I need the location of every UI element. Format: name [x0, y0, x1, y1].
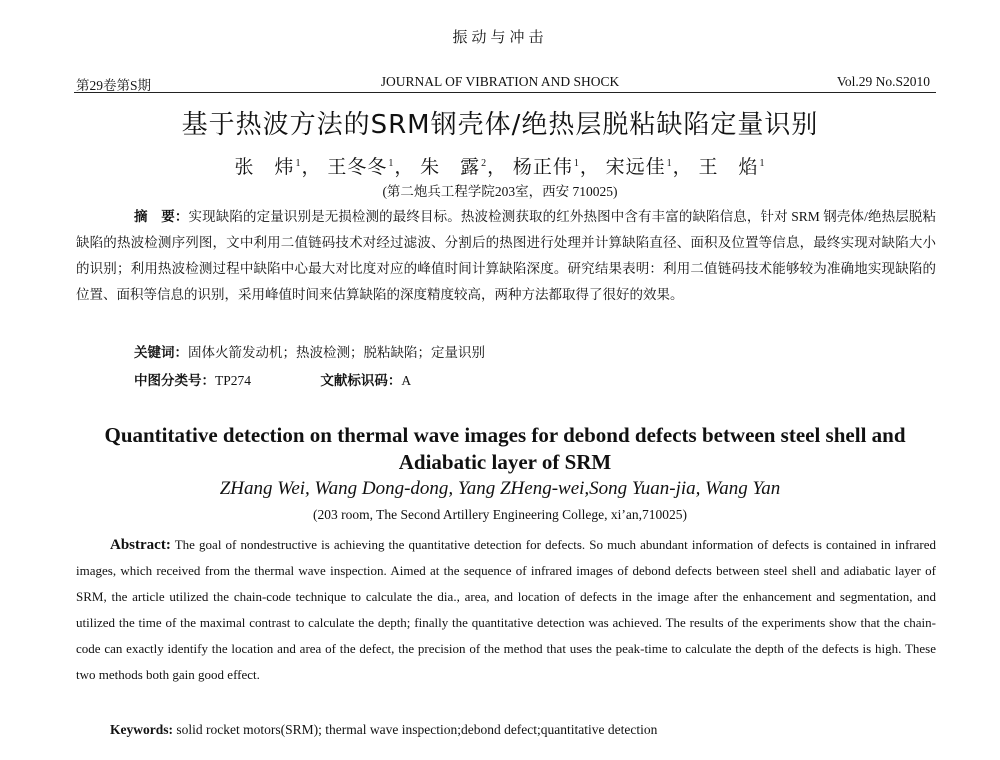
- classification-line: [134, 369, 411, 389]
- keywords-label-en: Keywords:: [110, 722, 173, 737]
- abstract-en: [76, 532, 936, 688]
- author-cn: 杨正伟$^1$: [512, 157, 580, 178]
- paper-title-cn: 基于热波方法的SRM钢壳体/绝热层脱粘缺陷定量识别: [181, 110, 819, 140]
- abstract-text-en: The goal of nondestructive is achieving the quantitative detection for defects. So much abundant information of defects is contained in infrared images, which received from the thermal wave inspection. Aimed at the sequence of infrared images of debond defects between steel shell and adiabatic layer of SRM, the article utilized the chain-code technique to calculate the dia., area, and location of defects in the image after the enhancement and segmentation, and utilized the time of the maximal contrast to calculate the depth; finally the quantitative detection was achieved. The results of the experiments show that the chain-code can exactly identify the location and area of the defect, the precision of the method that uses the peak-time to calculate the depth of the defects is high. These two methods both gain good effect.: [76, 537, 937, 682]
- classification-label: 中图分类号：: [134, 373, 215, 389]
- author-list-en: ZHang Wei, Wang Dong-dong, Yang ZHeng-wei,Song Yuan-jia, Wang Yan: [219, 478, 781, 499]
- author-cn: 张 炜$^1$: [234, 157, 302, 178]
- journal-name-cn: 振动与冲击: [452, 30, 548, 46]
- keywords-label-cn: 关键词：: [134, 345, 188, 361]
- affiliation-cn: (第二炮兵工程学院203室，西安 710025): [382, 184, 618, 199]
- paper-title-en: Quantitative detection on thermal wave images for debond defects between steel shell and Adiabatic layer of SRM: [104, 423, 906, 474]
- header-rule: [74, 92, 936, 93]
- journal-name-en: JOURNAL OF VIBRATION AND SHOCK: [380, 74, 620, 89]
- author-cn: 王 焰$^1$: [698, 157, 766, 178]
- issue-label: 第29卷第S期: [76, 78, 152, 93]
- affiliation-en: (203 room, The Second Artillery Engineering College, xi’an,710025): [313, 507, 687, 522]
- keywords-en: [110, 722, 657, 738]
- abstract-label-cn: 摘 要：: [134, 209, 189, 225]
- keywords-text-cn: 固体火箭发动机；热波检测；脱粘缺陷；定量识别: [188, 345, 485, 360]
- doc-code-label: 文献标识码：: [320, 373, 402, 389]
- author-cn: 王冬冬$^1$: [327, 157, 395, 178]
- doc-code-value: A: [401, 373, 412, 388]
- classification-value: TP274: [215, 373, 252, 388]
- keywords-cn: [134, 341, 485, 361]
- abstract-label-en: Abstract:: [110, 537, 171, 553]
- author-cn: 宋远佳$^1$: [605, 157, 673, 178]
- abstract-text-cn: 实现缺陷的定量识别是无损检测的最终目标。热波检测获取的红外热图中含有丰富的缺陷信息，针对 SRM 钢壳体/绝热层脱粘缺陷的热波检测序列图，文中利用二值链码技术对经过滤波、分割后的热图进行处理并计算缺陷直径、面积及位置等信息，最终实现对缺陷大小的识别；利用热波检测过程中缺陷中心最大对比度对应的峰值时间计算缺陷深度。研究结果表明：利用二值链码技术能够较为准确地实现缺陷的位置、面积等信息的识别，采用峰值时间来估算缺陷的深度精度较高，两种方法都取得了很好的效果。: [76, 209, 937, 302]
- abstract-cn: [76, 204, 936, 308]
- volume-label: Vol.29 No.S2010: [836, 74, 930, 89]
- author-list-cn: 张 炜$^1$， 王冬冬$^1$， 朱 露$^2$， 杨正伟$^1$， 宋远佳$^1$， 王 焰$^1$: [234, 157, 766, 178]
- keywords-text-en: solid rocket motors(SRM); thermal wave inspection;debond defect;quantitative detection: [176, 722, 658, 737]
- author-cn: 朱 露$^2$: [420, 157, 488, 178]
